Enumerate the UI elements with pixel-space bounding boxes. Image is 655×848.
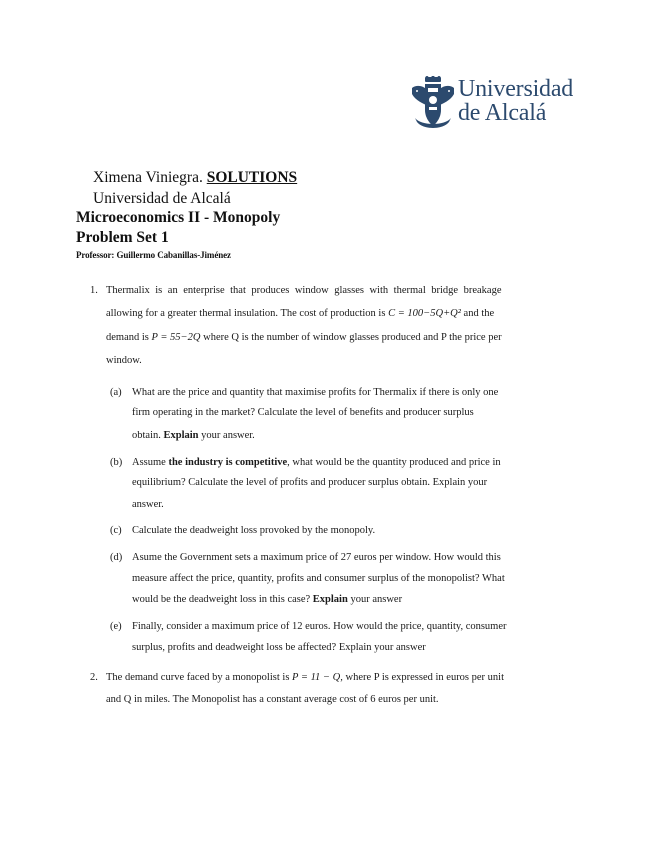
q2-l1-tail: where P is expressed in euros per unit (342, 672, 505, 683)
university-name: Universidad de Alcalá (93, 190, 231, 207)
solutions-label: SOLUTIONS (206, 169, 298, 186)
q1-l3-text: demand is (106, 332, 152, 343)
q1-l2-tail: and the (460, 308, 495, 319)
logo-line-1: Universidad (458, 76, 574, 102)
q2-l1-text: The demand curve faced by a monopolist is (106, 672, 293, 683)
part-a-l3-tail: your answer. (198, 430, 255, 441)
author-name: Ximena Viniegra. (93, 169, 203, 186)
university-crest-icon (409, 76, 457, 132)
question-1-line-1: Thermalix is an enterprise that produces window glasses with thermal bridge breakage (106, 285, 502, 296)
logo-wordmark (458, 77, 573, 125)
part-a-l3-text: obtain. (132, 430, 164, 441)
question-2-line-1 (106, 672, 504, 683)
cost-function: C = 100−5Q+Q² (388, 308, 461, 319)
professor-line: Professor: Guillermo Cabanillas-Jiménez (76, 250, 231, 260)
part-e-line-1: Finally, consider a maximum price of 12 euros. How would the price, quantity, consumer (132, 621, 507, 632)
part-d-line-2: measure affect the price, quantity, profits and consumer surplus of the monopolist? What (132, 573, 505, 584)
part-d-explain: Explain (312, 594, 348, 605)
course-title: Microeconomics II - Monopoly (76, 209, 281, 226)
question-1-number: 1. (90, 285, 98, 296)
part-b-line-1 (132, 457, 501, 468)
part-a-explain: Explain (163, 430, 199, 441)
demand-function: P = 55−2Q (151, 332, 201, 343)
part-a-line-2: firm operating in the market? Calculate the level of benefits and producer surplus (132, 407, 474, 418)
q1-l3-tail: where Q is the number of window glasses produced and P the price per (200, 332, 502, 343)
part-a-line-3 (132, 430, 255, 441)
part-b-competitive: the industry is competitive (168, 457, 288, 468)
part-b-label: (b) (110, 457, 123, 468)
problem-set-title: Problem Set 1 (76, 229, 169, 246)
q1-l2-text: allowing for a greater thermal insulation. The cost of production is (106, 308, 389, 319)
part-b-l1-text: Assume (132, 457, 169, 468)
question-2-number: 2. (90, 672, 98, 683)
part-b-l1-tail: , what would be the quantity produced and price in (287, 457, 501, 468)
part-d-l3-text: would be the deadweight loss in this case? (132, 594, 313, 605)
part-d-l3-tail: your answer (347, 594, 403, 605)
university-logo (409, 76, 579, 132)
question-1-line-2 (106, 308, 494, 319)
author-line (93, 169, 297, 187)
question-1-line-4: window. (106, 355, 142, 366)
part-c-label: (c) (110, 525, 122, 536)
q2-demand-function: P = 11 − Q, (292, 672, 343, 683)
part-b-line-2: equilibrium? Calculate the level of profits and producer surplus obtain. Explain your (132, 477, 488, 488)
part-b-line-3: answer. (132, 499, 164, 510)
part-e-line-2: surplus, profits and deadweight loss be affected? Explain your answer (132, 642, 426, 653)
part-d-label: (d) (110, 552, 123, 563)
part-a-label: (a) (110, 387, 122, 398)
part-d-line-3 (132, 594, 402, 605)
part-e-label: (e) (110, 621, 122, 632)
question-2-line-2: and Q in miles. The Monopolist has a constant average cost of 6 euros per unit. (106, 694, 439, 705)
part-c-line-1: Calculate the deadweight loss provoked by the monopoly. (132, 525, 376, 536)
logo-line-2: de Alcalá (458, 100, 547, 126)
question-1-line-3 (106, 332, 502, 343)
part-a-line-1: What are the price and quantity that maximise profits for Thermalix if there is only one (132, 387, 499, 398)
part-d-line-1: Asume the Government sets a maximum price of 27 euros per window. How would this (132, 552, 501, 563)
